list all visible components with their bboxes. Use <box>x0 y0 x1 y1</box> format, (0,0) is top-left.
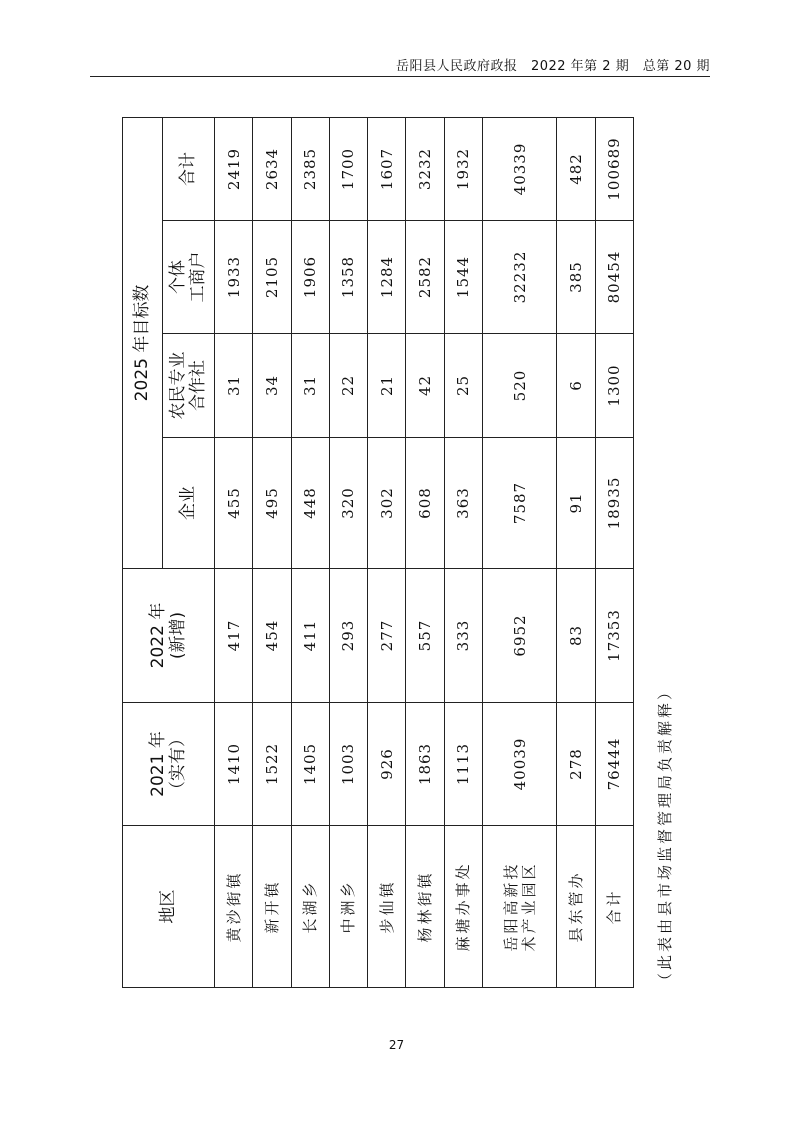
cell-enterprise: 18935 <box>595 438 633 569</box>
cell-2021: 76444 <box>595 703 633 826</box>
cell-region: 步仙镇 <box>368 826 406 988</box>
cell-total: 100689 <box>595 117 633 220</box>
cell-2021: 1410 <box>215 703 253 826</box>
col-header-2022: 2022 年 (新增) <box>123 569 215 703</box>
cell-coop: 6 <box>557 334 595 438</box>
cell-region: 麻塘办事处 <box>444 826 482 988</box>
col-header-2025-target: 2025 年目标数 <box>123 117 163 568</box>
header-rule <box>90 76 710 77</box>
cell-region: 县东管办 <box>557 826 595 988</box>
cell-coop: 21 <box>368 334 406 438</box>
page-number: 27 <box>388 1038 405 1052</box>
table-row <box>329 117 367 987</box>
cell-2021: 1405 <box>291 703 329 826</box>
cell-individual: 1933 <box>215 221 253 334</box>
cell-2021: 40039 <box>482 703 557 826</box>
cell-total: 1932 <box>444 117 482 220</box>
cell-enterprise: 448 <box>291 438 329 569</box>
col-header-total: 合计 <box>163 117 215 220</box>
table-row <box>368 117 406 987</box>
cell-2022: 6952 <box>482 569 557 703</box>
cell-2022: 333 <box>444 569 482 703</box>
cell-total: 2385 <box>291 117 329 220</box>
table-row <box>291 117 329 987</box>
table-row <box>482 117 557 987</box>
cell-coop: 22 <box>329 334 367 438</box>
cell-2021: 278 <box>557 703 595 826</box>
cell-coop: 31 <box>291 334 329 438</box>
cell-total: 482 <box>557 117 595 220</box>
col-header-region: 地区 <box>123 826 215 988</box>
cell-total: 40339 <box>482 117 557 220</box>
cell-individual: 1544 <box>444 221 482 334</box>
cell-total: 3232 <box>406 117 444 220</box>
cell-individual: 385 <box>557 221 595 334</box>
cell-region: 中洲乡 <box>329 826 367 988</box>
cell-region: 新开镇 <box>253 826 291 988</box>
col-header-2021: 2021 年 （实有） <box>123 703 215 826</box>
cell-2022: 557 <box>406 569 444 703</box>
cell-2021: 926 <box>368 703 406 826</box>
col-header-enterprise: 企业 <box>163 438 215 569</box>
cell-coop: 31 <box>215 334 253 438</box>
table-row-total <box>595 117 633 987</box>
cell-region: 合计 <box>595 826 633 988</box>
cell-individual: 80454 <box>595 221 633 334</box>
cell-total: 2634 <box>253 117 291 220</box>
col-header-individual: 个体 工商户 <box>163 221 215 334</box>
table-row <box>253 117 291 987</box>
cell-enterprise: 608 <box>406 438 444 569</box>
cell-total: 1607 <box>368 117 406 220</box>
table-row <box>557 117 595 987</box>
rotated-table-block <box>122 118 674 988</box>
cell-region: 长湖乡 <box>291 826 329 988</box>
cell-2022: 417 <box>215 569 253 703</box>
cell-region: 杨林街镇 <box>406 826 444 988</box>
cell-2022: 293 <box>329 569 367 703</box>
cell-enterprise: 7587 <box>482 438 557 569</box>
table-row <box>444 117 482 987</box>
table-note: （此表由县市场监督管理局负责解释） <box>656 681 674 988</box>
cell-individual: 1358 <box>329 221 367 334</box>
cell-region: 岳阳高新技 术产业园区 <box>482 826 557 988</box>
cell-2022: 454 <box>253 569 291 703</box>
cell-2022: 277 <box>368 569 406 703</box>
cell-individual: 2105 <box>253 221 291 334</box>
cell-enterprise: 91 <box>557 438 595 569</box>
cell-2021: 1522 <box>253 703 291 826</box>
cell-enterprise: 495 <box>253 438 291 569</box>
cell-2022: 83 <box>557 569 595 703</box>
cell-2022: 411 <box>291 569 329 703</box>
cell-individual: 1284 <box>368 221 406 334</box>
cell-coop: 42 <box>406 334 444 438</box>
cell-coop: 520 <box>482 334 557 438</box>
table-row <box>406 117 444 987</box>
cell-individual: 2582 <box>406 221 444 334</box>
cell-individual: 1906 <box>291 221 329 334</box>
cell-total: 1700 <box>329 117 367 220</box>
cell-total: 2419 <box>215 117 253 220</box>
col-header-coop: 农民专业 合作社 <box>163 334 215 438</box>
cell-coop: 25 <box>444 334 482 438</box>
table-row <box>215 117 253 987</box>
cell-enterprise: 455 <box>215 438 253 569</box>
target-table <box>122 117 634 988</box>
cell-enterprise: 363 <box>444 438 482 569</box>
cell-coop: 1300 <box>595 334 633 438</box>
cell-2021: 1863 <box>406 703 444 826</box>
cell-coop: 34 <box>253 334 291 438</box>
cell-individual: 32232 <box>482 221 557 334</box>
cell-enterprise: 302 <box>368 438 406 569</box>
cell-2021: 1003 <box>329 703 367 826</box>
page-header: 岳阳县人民政府政报 2022 年第 2 期 总第 20 期 <box>395 59 710 74</box>
cell-region: 黄沙街镇 <box>215 826 253 988</box>
cell-2021: 1113 <box>444 703 482 826</box>
cell-enterprise: 320 <box>329 438 367 569</box>
cell-2022: 17353 <box>595 569 633 703</box>
